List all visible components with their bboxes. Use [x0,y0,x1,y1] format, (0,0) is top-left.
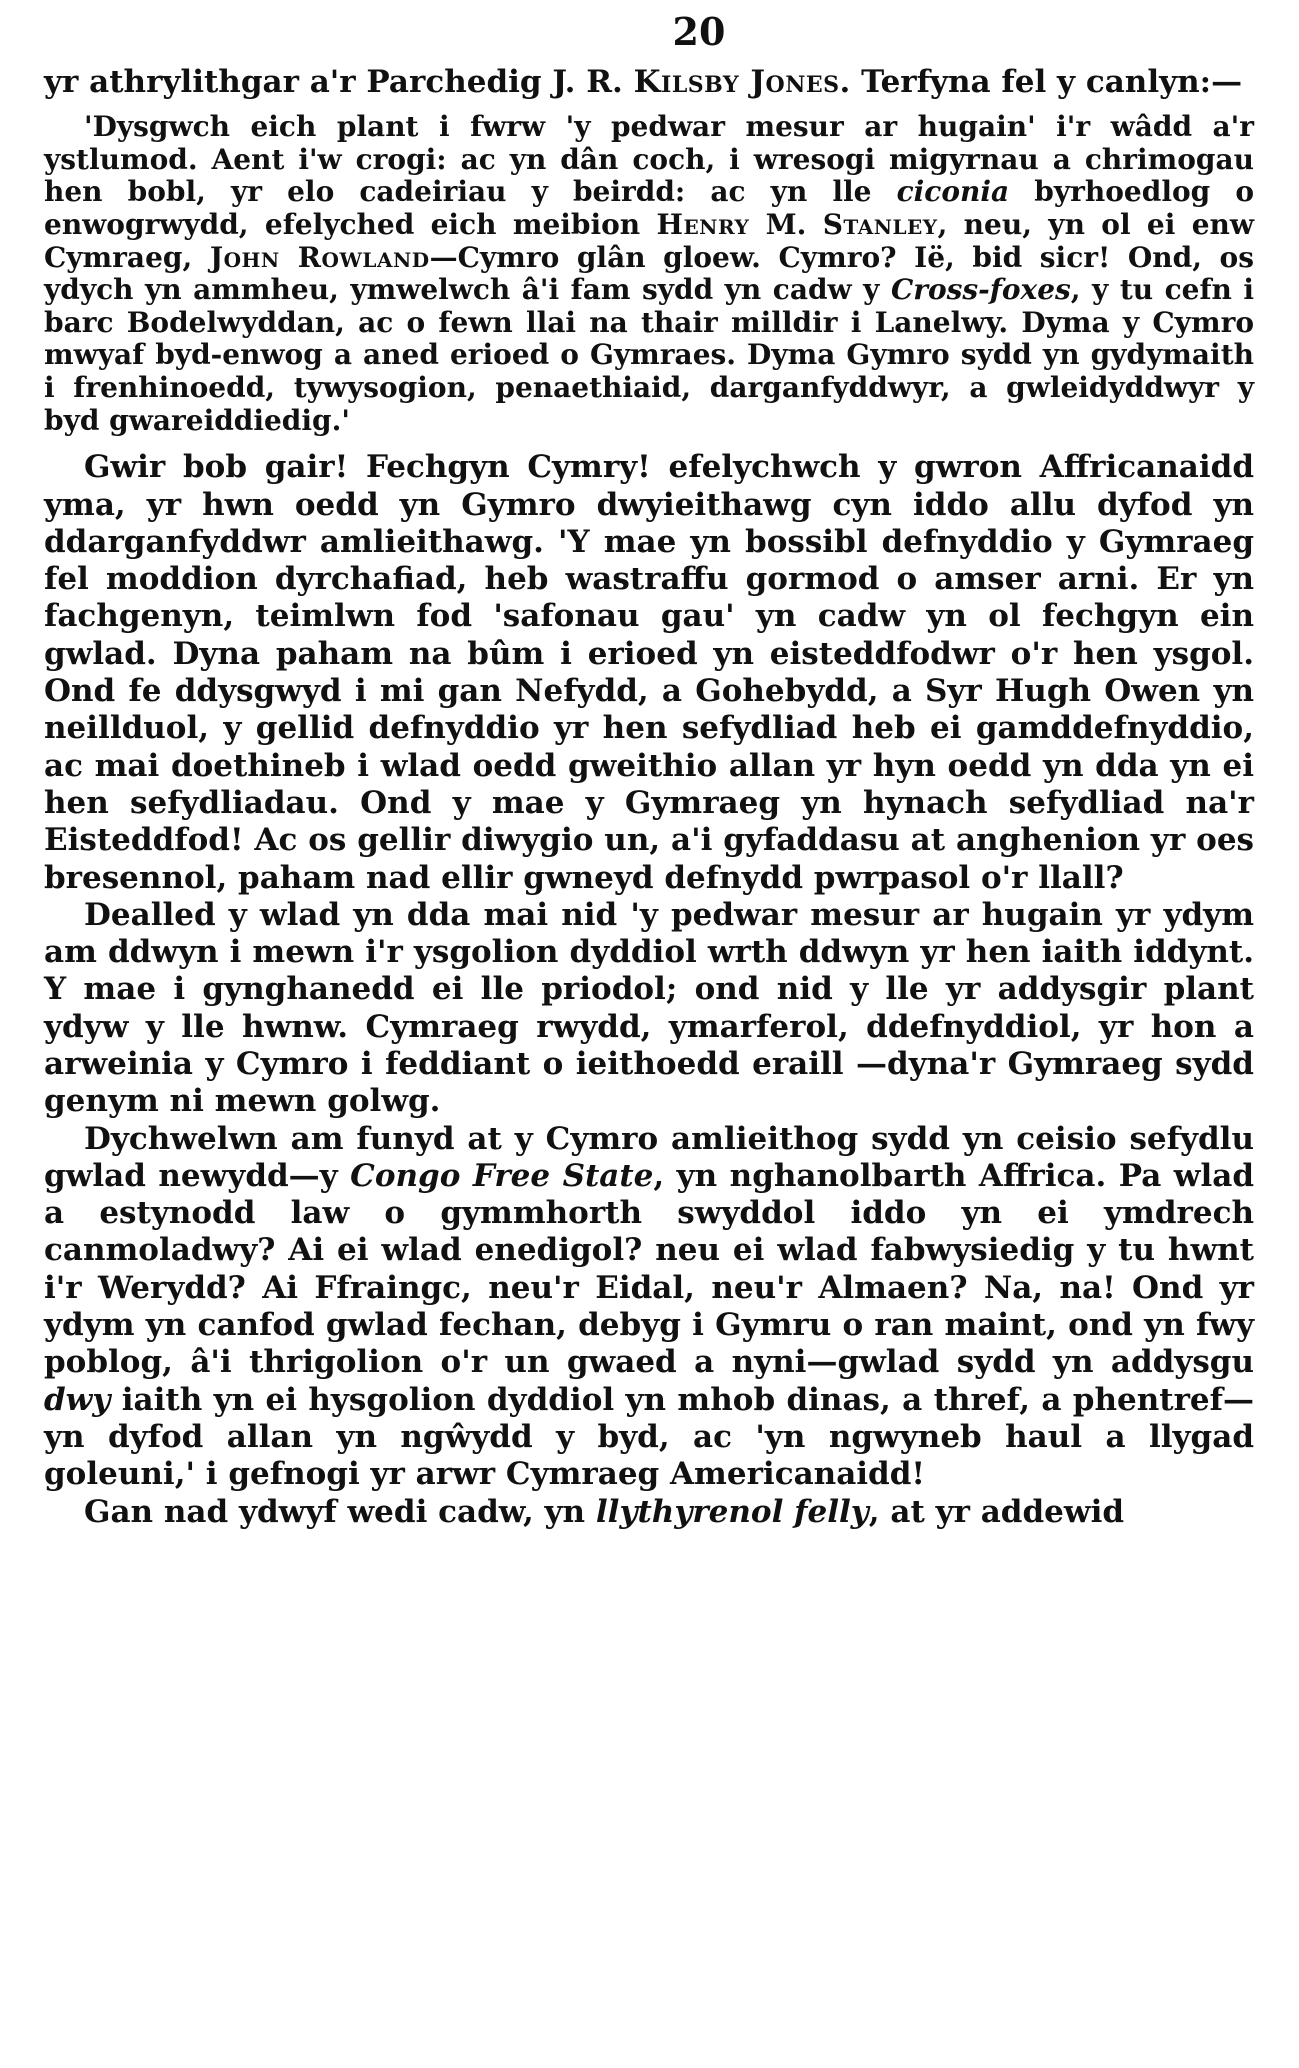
body-paragraph [44,449,1254,897]
document-page [44,10,1254,1531]
text-run: Dealled y wlad yn dda mai nid 'y pedwar mesur ar hugain yr ydym am ddwyn i mewn i'r ysgolion dyddiol wrth ddwyn yr hen iaith iddynt. Y mae i gynghanedd ei lle priodol; ond nid y lle yr addysgir plant ydyw y lle hwnw. Cymraeg rwydd, ymarferol, ddefnyddiol, yr hon a arweinia y Cymro i feddiant o ieithoedd eraill —dyna'r Gymraeg sydd genym ni mewn golwg. [44,896,1254,1120]
small-caps-name: Kilsby Jones [633,64,840,100]
small-caps-name: John Rowland [209,240,430,274]
italic-text: llythyrenol felly [595,1493,869,1530]
body-paragraph [44,64,1254,101]
text-run: . Terfyna fel y canlyn:— [839,64,1243,100]
italic-text: dwy [44,1381,111,1418]
text-run: , yn nghanolbarth Affrica. Pa wlad a estynodd law o gymmhorth swyddol iddo yn ei ymdrech canmoladwy? Ai ei wlad enedigol? neu ei wlad fabwysiedig y tu hwnt i'r Werydd? Ai Ffraingc, neu'r Eidal, neu'r Almaen? Na, na! Ond yr ydym yn canfod gwlad fechan, debyg i Gymru o ran maint, ond yn fwy poblog, â'i thrigolion o'r un gwaed a nyni—gwlad sydd yn addysgu [44,1157,1254,1381]
text-run: , neu, yn ol ei enw Cymraeg, [44,208,1254,274]
small-caps-name: Stanley [822,208,938,242]
text-run: Gan nad ydwyf wedi cadw, yn [84,1493,596,1530]
text-run: yr athrylithgar a'r Parchedig J. R. [44,64,634,100]
text-run: M. [749,208,823,242]
text-run: , y tu cefn i barc Bodelwyddan, ac o fewn llai na thair milldir i Lanelwy. Dyma y Cymro mwyaf byd-enwog a aned erioed o Gymraes. Dyma Gymro sydd yn gydymaith i frenhinoedd, tywysogion, penaethiaid, darganfyddwyr, a gwleidyddwyr y byd gwareiddiedig.' [44,273,1255,437]
text-run: —Cymro glân gloew. Cymro? Ië, bid sicr! Ond, os ydych yn ammheu, ymwelwch â'i fam sydd yn cadw y [44,240,1255,307]
italic-text: ciconia [896,175,1010,209]
italic-text: Cross-foxes [890,273,1071,307]
small-caps-name: Henry [656,208,750,242]
text-run: iaith yn ei hysgolion dyddiol yn mhob dinas, a thref, a phentref—yn dyfod allan yn ngŵydd y byd, ac 'yn ngwyneb haul a llygad goleuni,' i gefnogi yr arwr Cymraeg Americanaidd! [44,1381,1254,1493]
italic-text: Congo Free State [350,1157,654,1194]
text-run: 'Dysgwch eich plant i fwrw 'y pedwar mesur ar hugain' i'r wâdd a'r ystlumod. Aent i'w crogi: ac yn dân coch, i wresogi migyrnau a chrimogau hen bobl, yr elo cadeiriau y beirdd: ac yn lle [44,110,1254,209]
page-number: 20 [672,9,726,54]
body-paragraph [44,1494,1254,1531]
text-run: Dychwelwn am funyd at y Cymro amlieithog sydd yn ceisio sefydlu gwlad newydd—y [44,1120,1254,1194]
text-run: , at yr addewid [868,1493,1125,1530]
text-run: byrhoedlog o enwogrwydd, efelyched eich meibion [44,175,1254,242]
body-paragraph [44,897,1254,1121]
page-body-text [44,64,1254,1531]
body-paragraph [44,1121,1254,1494]
text-run: Gwir bob gair! Fechgyn Cymry! efelychwch y gwron Affricanaidd yma, yr hwn oedd yn Gymro dwyieithawg cyn iddo allu dyfod yn ddarganfyddwr amlieithawg. 'Y mae yn bossibl defnyddio y Gymraeg fel moddion dyrchafiad, heb wastraffu gormod o amser arni. Er yn fachgenyn, teimlwn fod 'safonau gau' yn cadw yn ol fechgyn ein gwlad. Dyna paham na bûm i erioed yn eisteddfodwr o'r hen ysgol. Ond fe ddysgwyd i mi gan Nefydd, a Gohebydd, a Syr Hugh Owen yn neillduol, y gellid defnyddio yr hen sefydliad heb ei gamddefnyddio, ac mai doethineb i wlad oedd gweithio allan yr hyn oedd yn dda yn ei hen sefydliadau. Ond y mae y Gymraeg yn hynach sefydliad na'r Eisteddfod! Ac os gellir diwygio un, a'i gyfaddasu at anghenion yr oes bresennol, paham nad ellir gwneyd defnydd pwrpasol o'r llall? [44,449,1254,896]
quotation-paragraph [44,111,1254,437]
